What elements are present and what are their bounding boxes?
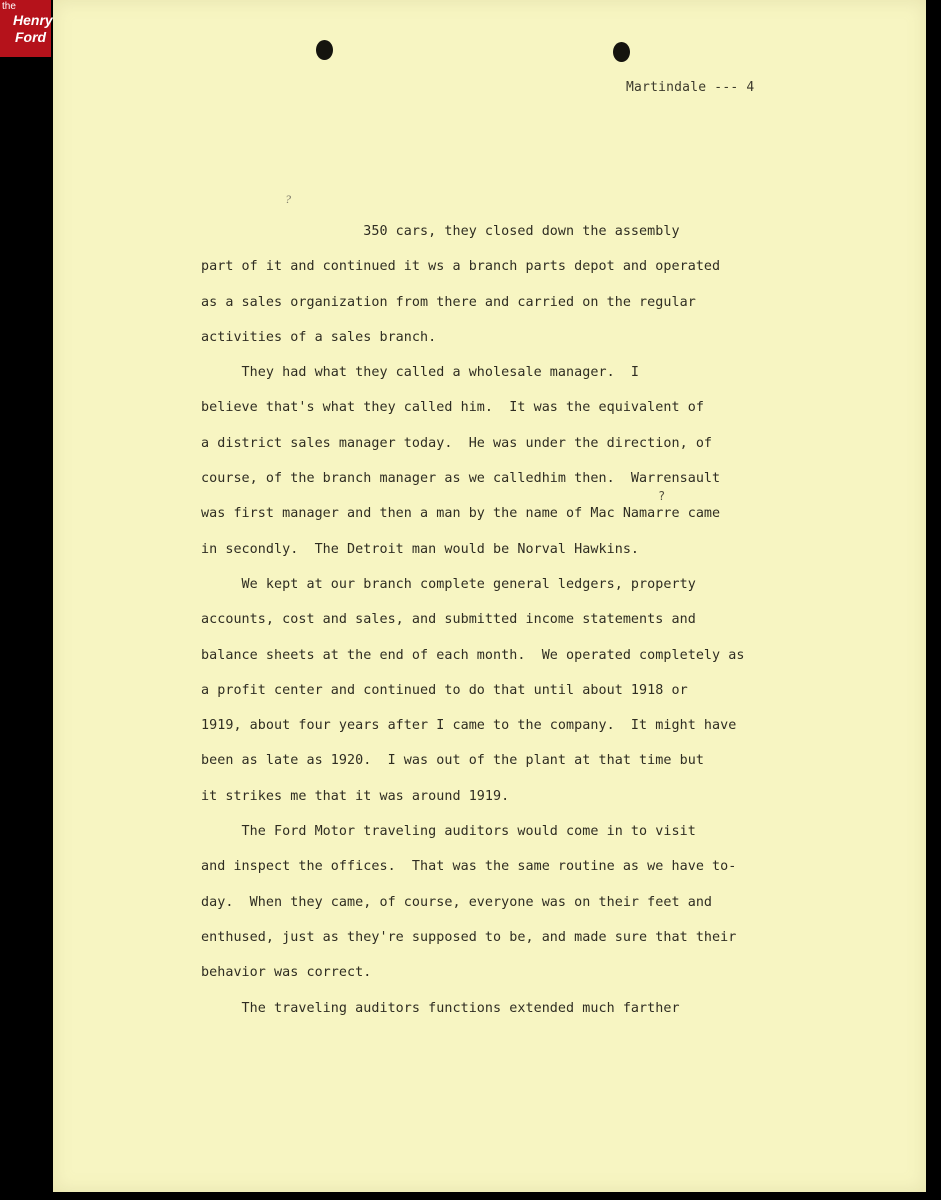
typed-question-mark: ? bbox=[658, 489, 666, 503]
text-line: accounts, cost and sales, and submitted income statements and bbox=[201, 612, 696, 628]
text-line: behavior was correct. bbox=[201, 965, 372, 981]
text-line: balance sheets at the end of each month. We operated completely as bbox=[201, 647, 745, 663]
text-line: as a sales organization from there and carried on the regular bbox=[201, 294, 696, 310]
text-line: The traveling auditors functions extended much farther bbox=[201, 1000, 680, 1016]
logo-text-ford: Ford bbox=[15, 29, 47, 45]
text-line: was first manager and then a man by the name of Mac Namarre came bbox=[201, 506, 721, 522]
text-line: We kept at our branch complete general ledgers, property bbox=[201, 576, 696, 592]
typed-page bbox=[53, 0, 926, 1192]
logo-text-henry: Henry bbox=[13, 12, 53, 28]
text-line: 350 cars, they closed down the assembly bbox=[201, 224, 680, 239]
text-line: a profit center and continued to do that until about 1918 or bbox=[201, 682, 688, 698]
text-line: believe that's what they called him. It was the equivalent of bbox=[201, 400, 704, 416]
handwritten-question-mark: ? bbox=[285, 192, 291, 206]
text-line: course, of the branch manager as we calledhim then. Warrensault bbox=[201, 471, 721, 487]
text-line: a district sales manager today. He was under the direction, of bbox=[201, 435, 713, 451]
text-line: been as late as 1920. I was out of the plant at that time but bbox=[201, 753, 704, 769]
text-line: day. When they came, of course, everyone was on their feet and bbox=[201, 894, 713, 910]
text-line: and inspect the offices. That was the same routine as we have to- bbox=[201, 859, 737, 875]
text-line: They had what they called a wholesale manager. I bbox=[201, 365, 640, 381]
body-text bbox=[201, 221, 801, 1033]
punch-hole-right bbox=[613, 42, 630, 62]
text-line: enthused, just as they're supposed to be, and made sure that their bbox=[201, 929, 737, 945]
page-header: Martindale --- 4 bbox=[626, 80, 755, 95]
text-line: 1919, about four years after I came to the company. It might have bbox=[201, 718, 737, 734]
punch-hole-left bbox=[316, 40, 333, 60]
text-line: The Ford Motor traveling auditors would come in to visit bbox=[201, 824, 696, 840]
text-line: it strikes me that it was around 1919. bbox=[201, 788, 510, 804]
text-line: activities of a sales branch. bbox=[201, 329, 437, 345]
text-line: in secondly. The Detroit man would be Norval Hawkins. bbox=[201, 541, 640, 557]
logo-text-the: the bbox=[2, 1, 16, 12]
text-line: part of it and continued it ws a branch parts depot and operated bbox=[201, 259, 721, 275]
henry-ford-logo bbox=[0, 0, 51, 57]
